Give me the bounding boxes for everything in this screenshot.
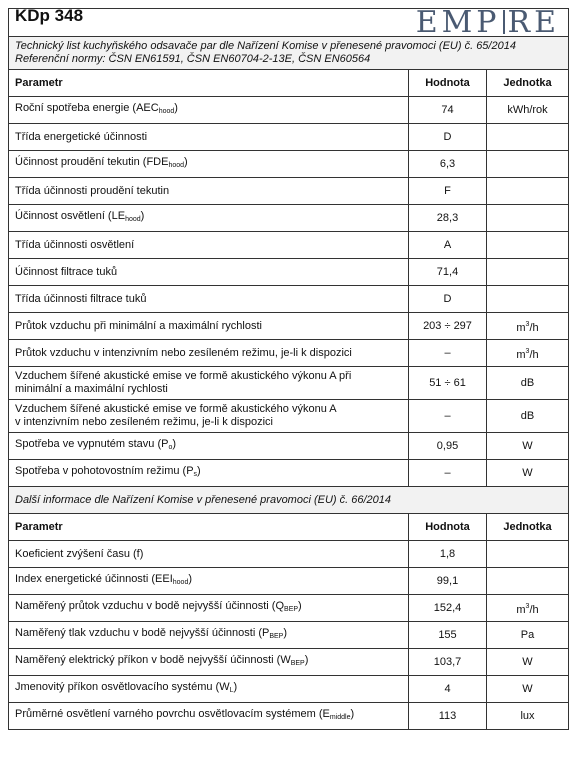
unit-text: m — [516, 348, 526, 361]
brand-logo — [415, 5, 560, 40]
param-unit — [487, 703, 569, 730]
param-text-end: ) — [233, 681, 238, 693]
param-unit — [487, 340, 569, 367]
param-text: Účinnost osvětlení (LE — [15, 210, 126, 222]
param-value: 203 ÷ 297 — [409, 313, 487, 340]
param-label — [9, 541, 409, 568]
unit-text-end: /h — [529, 348, 539, 361]
param-unit — [487, 433, 569, 460]
param-unit — [487, 259, 569, 286]
table-row — [9, 676, 569, 703]
param-text: Třída účinnosti osvětlení — [15, 238, 135, 251]
table-row — [9, 205, 569, 232]
param-label — [9, 703, 409, 730]
product-fiche — [8, 5, 568, 730]
table-row — [9, 232, 569, 259]
table-row — [9, 460, 569, 487]
param-label — [9, 286, 409, 313]
param-text-end: ) — [304, 654, 309, 666]
table-row — [9, 178, 569, 205]
param-label — [9, 205, 409, 232]
table-row — [9, 286, 569, 313]
param-unit — [487, 595, 569, 622]
param-subscript: hood — [125, 216, 141, 223]
param-text: Naměřený průtok vzduchu v bodě nejvyšší účinnosti (Q — [15, 600, 285, 612]
param-text: Průměrné osvětlení varného povrchu osvětlovacím systémem (E — [15, 708, 330, 720]
title-row — [9, 9, 569, 37]
param-text-end: ) — [184, 156, 188, 168]
table2-col-value: Hodnota — [409, 514, 487, 541]
param-text: Naměřený elektrický příkon v bodě nejvyšší účinnosti (W — [15, 654, 291, 666]
unit-text: W — [522, 682, 533, 695]
param-label — [9, 400, 409, 433]
param-label — [9, 178, 409, 205]
param-label — [9, 367, 409, 400]
unit-text: dB — [520, 409, 535, 422]
param-value: 113 — [409, 703, 487, 730]
param-label — [9, 622, 409, 649]
param-unit — [487, 178, 569, 205]
param-subscript: o — [168, 444, 173, 451]
param-text: Index energetické účinnosti (EEI — [15, 573, 173, 585]
param-unit — [487, 124, 569, 151]
table-row — [9, 259, 569, 286]
brand-logo-part: EMP — [415, 5, 501, 40]
param-text: Spotřeba ve vypnutém stavu (P — [15, 438, 169, 450]
param-label — [9, 259, 409, 286]
param-label — [9, 595, 409, 622]
param-label — [9, 568, 409, 595]
param-label — [9, 649, 409, 676]
param-unit — [487, 286, 569, 313]
param-text-end: ) — [172, 438, 177, 450]
param-text: Účinnost proudění tekutin (FDE — [15, 156, 169, 168]
param-text: Třída energetické účinnosti — [15, 130, 148, 143]
unit-text: m — [516, 321, 526, 334]
unit-text: kWh/rok — [507, 103, 548, 116]
unit-text: W — [522, 439, 533, 452]
param-unit — [487, 232, 569, 259]
unit-text: W — [522, 655, 533, 668]
table-row — [9, 703, 569, 730]
param-unit — [487, 676, 569, 703]
param-unit — [487, 400, 569, 433]
param-subscript: hood — [158, 108, 175, 115]
param-value: 103,7 — [409, 649, 487, 676]
brand-logo-part: RE — [507, 5, 560, 40]
param-text: Průtok vzduchu při minimální a maximální rychlosti — [15, 319, 262, 332]
param-text: Průtok vzduchu v intenzivním nebo zesíleném režimu, je-li k dispozici — [15, 346, 352, 359]
param-unit — [487, 622, 569, 649]
spec-table — [8, 5, 569, 730]
table-row — [9, 367, 569, 400]
param-text: Vzduchem šířené akustické emise ve formě akustického výkonu A při — [15, 370, 352, 382]
param-text: Koeficient zvýšení času (f) — [15, 547, 144, 560]
table-row — [9, 313, 569, 340]
table-row — [9, 595, 569, 622]
unit-text: W — [522, 466, 533, 479]
table-row — [9, 124, 569, 151]
param-text: Naměřený tlak vzduchu v bodě nejvyšší účinnosti (P — [15, 627, 270, 639]
param-unit — [487, 568, 569, 595]
unit-text: m — [516, 603, 526, 616]
param-label — [9, 340, 409, 367]
table-row — [9, 541, 569, 568]
param-value: – — [409, 340, 487, 367]
table-row — [9, 400, 569, 433]
param-text-end: ) — [197, 465, 201, 477]
param-text: Vzduchem šířené akustické emise ve formě akustického výkonu A — [15, 403, 337, 415]
table-row — [9, 97, 569, 124]
param-label — [9, 676, 409, 703]
param-text: Spotřeba v pohotovostním režimu (P — [15, 465, 194, 477]
param-text: Třída účinnosti proudění tekutin — [15, 184, 170, 197]
param-label — [9, 97, 409, 124]
table1-col-param: Parametr — [9, 70, 409, 97]
param-value: 155 — [409, 622, 487, 649]
param-text-line2: minimální a maximální rychlosti — [15, 383, 168, 395]
param-text: Jmenovitý příkon osvětlovacího systému (W — [15, 681, 230, 693]
param-label — [9, 232, 409, 259]
param-unit — [487, 151, 569, 178]
param-unit — [487, 460, 569, 487]
param-text-end: ) — [350, 708, 355, 720]
param-text: Účinnost filtrace tuků — [15, 265, 118, 278]
param-subscript: s — [193, 471, 198, 478]
brand-logo-rail — [503, 10, 505, 34]
unit-text: Pa — [520, 628, 535, 641]
param-text: Třída účinnosti filtrace tuků — [15, 292, 147, 305]
param-label — [9, 124, 409, 151]
param-value: 99,1 — [409, 568, 487, 595]
param-unit — [487, 649, 569, 676]
param-unit — [487, 541, 569, 568]
param-text-end: ) — [283, 627, 288, 639]
param-value: 0,95 — [409, 433, 487, 460]
param-value: 4 — [409, 676, 487, 703]
param-text: Roční spotřeba energie (AEC — [15, 102, 159, 114]
param-subscript: L — [229, 687, 234, 694]
table-row — [9, 622, 569, 649]
param-subscript: BEP — [269, 633, 284, 640]
table2-header — [9, 514, 569, 541]
param-value: 1,8 — [409, 541, 487, 568]
table-row — [9, 649, 569, 676]
brand-logo-text — [416, 5, 560, 40]
unit-superscript: 3 — [525, 347, 530, 355]
param-unit — [487, 205, 569, 232]
param-value: 51 ÷ 61 — [409, 367, 487, 400]
unit-text: lux — [520, 709, 535, 722]
param-value: – — [409, 460, 487, 487]
param-text-end: ) — [140, 210, 145, 222]
intro-cell — [9, 37, 569, 70]
table1-col-unit: Jednotka — [487, 70, 569, 97]
table-row — [9, 340, 569, 367]
table2-col-unit: Jednotka — [487, 514, 569, 541]
section2-intro: Další informace dle Nařízení Komise v přenesené pravomoci (EU) č. 66/2014 — [9, 487, 569, 514]
param-unit — [487, 313, 569, 340]
intro-norms: Referenční normy: ČSN EN61591, ČSN EN60704-2-13E, ČSN EN60564 — [15, 53, 371, 65]
param-text-end: ) — [298, 600, 302, 612]
unit-superscript: 3 — [525, 602, 530, 610]
table-row — [9, 568, 569, 595]
param-label — [9, 313, 409, 340]
param-value: A — [409, 232, 487, 259]
param-value: 71,4 — [409, 259, 487, 286]
param-label — [9, 151, 409, 178]
intro-regulation: Technický list kuchyňského odsavače par dle Nařízení Komise v přenesené pravomoci (EU) č. 65/2014 — [15, 40, 516, 52]
param-value: D — [409, 124, 487, 151]
unit-text-end: /h — [529, 321, 539, 334]
param-label — [9, 460, 409, 487]
param-subscript: BEP — [290, 660, 305, 667]
param-unit — [487, 367, 569, 400]
unit-text: dB — [520, 376, 535, 389]
param-value: 28,3 — [409, 205, 487, 232]
param-value: 6,3 — [409, 151, 487, 178]
table2-col-param: Parametr — [9, 514, 409, 541]
intro-row — [9, 37, 569, 70]
param-value: 74 — [409, 97, 487, 124]
param-value: 152,4 — [409, 595, 487, 622]
model-title: KDp 348 — [15, 6, 84, 25]
title-cell — [9, 5, 569, 40]
param-value: F — [409, 178, 487, 205]
param-value: – — [409, 400, 487, 433]
param-subscript: hood — [172, 579, 189, 586]
table-row — [9, 433, 569, 460]
param-unit — [487, 97, 569, 124]
param-value: D — [409, 286, 487, 313]
table1-header — [9, 70, 569, 97]
table-row — [9, 151, 569, 178]
param-subscript: hood — [168, 162, 185, 169]
param-text-end: ) — [188, 573, 193, 585]
param-label — [9, 433, 409, 460]
param-subscript: BEP — [284, 606, 299, 613]
unit-superscript: 3 — [525, 320, 530, 328]
param-text-line2: v intenzivním nebo zesíleném režimu, je-li k dispozici — [15, 416, 273, 428]
param-subscript: middle — [329, 714, 351, 721]
table1-col-value: Hodnota — [409, 70, 487, 97]
section2-intro-row — [9, 487, 569, 514]
param-text-end: ) — [174, 102, 178, 114]
unit-text-end: /h — [529, 603, 539, 616]
